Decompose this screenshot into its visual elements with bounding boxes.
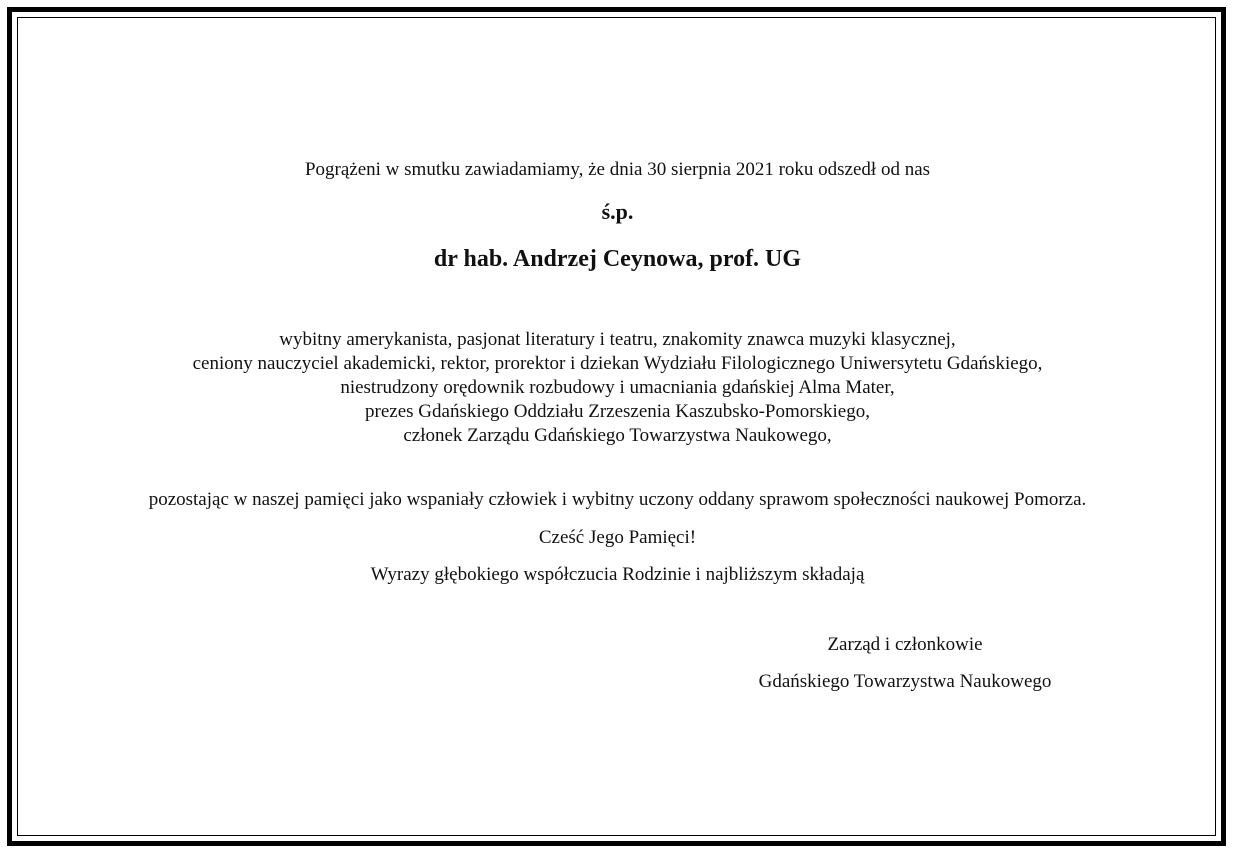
tribute-text: Cześć Jego Pamięci! [538,527,697,548]
condolences-text: Wyrazy głębokiego współczucia Rodzinie i najbliższym składają [370,564,865,585]
signature-line-1: Zarząd i członkowie [827,634,983,655]
biography [0,328,1235,448]
deceased-name: dr hab. Andrzej Ceynowa, prof. UG [433,246,802,272]
bio-line: prezes Gdańskiego Oddziału Zrzeszenia Kaszubsko-Pomorskiego, [365,401,870,422]
bio-line: wybitny amerykanista, pasjonat literatury i teatru, znakomity znawca muzyki klasycznej, [279,329,956,350]
bio-line: ceniony nauczyciel akademicki, rektor, prorektor i dziekan Wydziału Filologicznego Uniwersytetu Gdańskiego, [192,353,1043,374]
signature-line-2: Gdańskiego Towarzystwa Naukowego [758,671,1052,692]
bio-line: członek Zarządu Gdańskiego Towarzystwa Naukowego, [403,425,832,446]
honorific: ś.p. [601,199,634,224]
bio-line: niestrudzony orędownik rozbudowy i umacniania gdańskiej Alma Mater, [340,377,895,398]
memory-text: pozostając w naszej pamięci jako wspaniały człowiek i wybitny uczony oddany sprawom społeczności naukowej Pomorza. [148,489,1087,510]
intro-text: Pogrążeni w smutku zawiadamiamy, że dnia 30 sierpnia 2021 roku odszedł od nas [304,159,931,180]
